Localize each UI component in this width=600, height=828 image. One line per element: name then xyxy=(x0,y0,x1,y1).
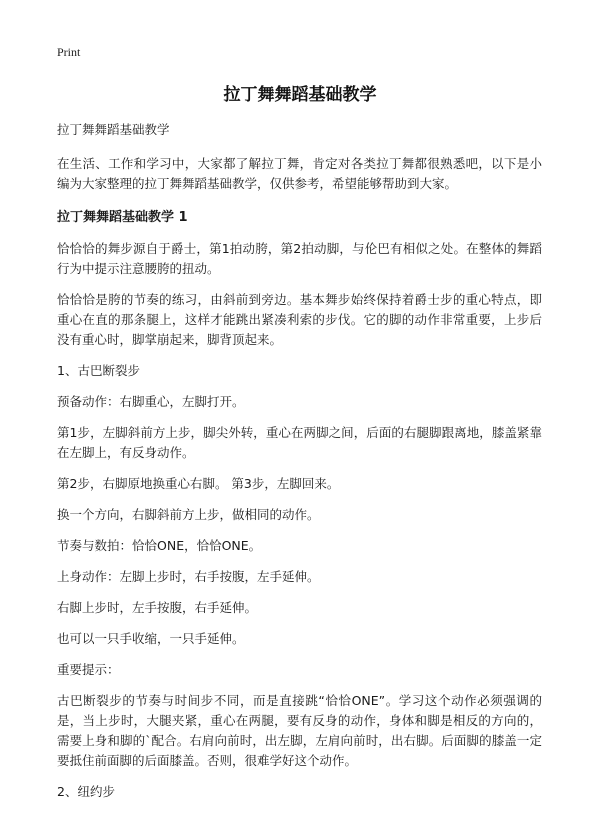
article-body xyxy=(57,120,542,802)
article-subtitle: 拉丁舞舞蹈基础教学 xyxy=(57,122,170,137)
paragraph-right-foot: 右脚上步时，左手按腹，右手延伸。 xyxy=(57,600,258,615)
paragraph-upper-body: 上身动作：左脚上步时，右手按腹，左手延伸。 xyxy=(57,569,320,584)
section-heading: 拉丁舞舞蹈基础教学 1 xyxy=(57,210,188,225)
paragraph-alt-arm: 也可以一只手收缩，一只手延伸。 xyxy=(57,631,245,646)
step-heading-cuban-break: 1、古巴断裂步 xyxy=(57,363,140,378)
paragraph-step-2-3: 第2步，右脚原地换重心右脚。 第3步，左脚回来。 xyxy=(57,476,340,491)
tip-paragraph: 古巴断裂步的节奏与时间步不同，而是直接跳“恰恰ONE”。学习这个动作必须强调的是，当上步时，大腿夹紧，重心在两腿，要有反身的动作，身体和脚是相反的方向的，需要上身和脚的`配合。右肩向前时，出左脚，左肩向前时，出右脚。后面脚的膝盖一定要抵住前面脚的后面膝盖。否则，很难学好这个动作。 xyxy=(57,693,542,768)
paragraph-prep: 预备动作：右脚重心，左脚打开。 xyxy=(57,394,245,409)
paragraph-cha-cha-origin: 恰恰恰的舞步源自于爵士，第1拍动胯，第2拍动脚，与伦巴有相似之处。在整体的舞蹈行为中提示注意腰胯的扭动。 xyxy=(57,241,542,276)
paragraph-step-1: 第1步，左脚斜前方上步，脚尖外转，重心在两脚之间，后面的右腿脚跟离地，膝盖紧靠在左脚上，有反身动作。 xyxy=(57,425,542,460)
print-link[interactable]: Print xyxy=(57,45,81,59)
tip-heading: 重要提示： xyxy=(57,662,120,677)
page-title: 拉丁舞舞蹈基础教学 xyxy=(223,85,377,105)
paragraph-rhythm: 节奏与数拍：恰恰ONE，恰恰ONE。 xyxy=(57,538,262,553)
paragraph-hip-rhythm: 恰恰恰是胯的节奏的练习，由斜前到旁边。基本舞步始终保持着爵士步的重心特点，即重心在直的那条腿上，这样才能跳出紧凑利索的步伐。它的脚的动作非常重要，上步后没有重心时，脚掌崩起来，脚背顶起来。 xyxy=(57,292,542,347)
paragraph-change-direction: 换一个方向，右脚斜前方上步，做相同的动作。 xyxy=(57,507,320,522)
step-heading-new-york: 2、纽约步 xyxy=(57,784,115,799)
intro-paragraph: 在生活、工作和学习中，大家都了解拉丁舞，肯定对各类拉丁舞都很熟悉吧，以下是小编为大家整理的拉丁舞舞蹈基础教学，仅供参考，希望能够帮助到大家。 xyxy=(57,156,542,191)
